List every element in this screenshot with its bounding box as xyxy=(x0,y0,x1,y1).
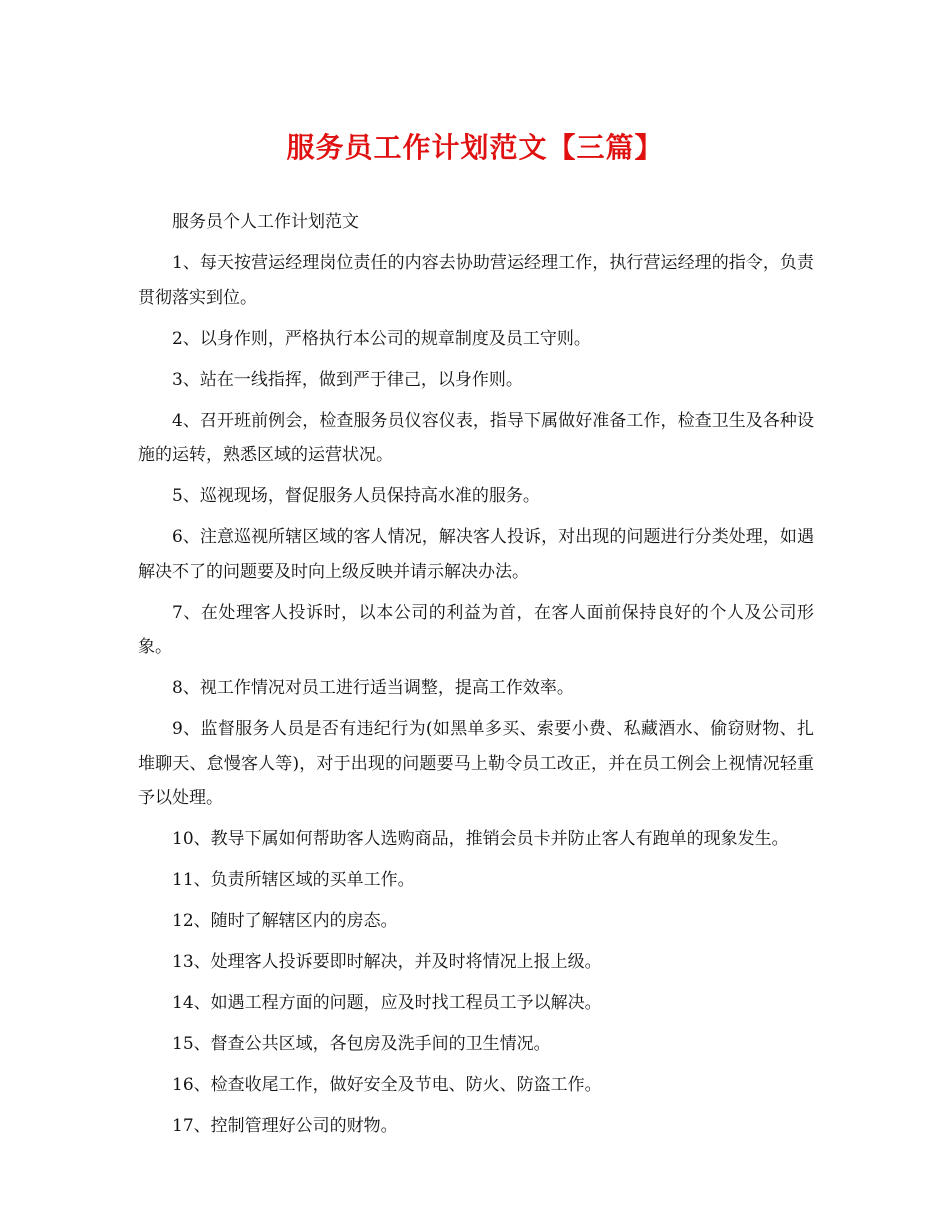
paragraph-9: 9、监督服务人员是否有违纪行为(如黑单多买、索要小费、私藏酒水、偷窃财物、扎堆聊天、怠慢客人等)，对于出现的问题要马上勒令员工改正，并在员工例会上视情况轻重予以处理。 xyxy=(138,719,814,808)
document-title: 服务员工作计划范文【三篇】 xyxy=(286,131,664,164)
paragraph-2: 2、以身作则，严格执行本公司的规章制度及员工守则。 xyxy=(172,328,591,349)
paragraph-8: 8、视工作情况对员工进行适当调整，提高工作效率。 xyxy=(172,678,574,698)
paragraph-17: 17、控制管理好公司的财物。 xyxy=(172,1116,398,1136)
paragraph-1: 1、每天按营运经理岗位责任的内容去协助营运经理工作，执行营运经理的指令，负责贯彻落实到位。 xyxy=(138,253,814,308)
paragraph-14: 14、如遇工程方面的问题，应及时找工程员工予以解决。 xyxy=(172,993,602,1013)
paragraph-5: 5、巡视现场，督促服务人员保持高水准的服务。 xyxy=(172,486,540,506)
paragraph-10: 10、教导下属如何帮助客人选购商品，推销会员卡并防止客人有跑单的现象发生。 xyxy=(172,829,789,849)
paragraph-12: 12、随时了解辖区内的房态。 xyxy=(172,911,398,931)
paragraph-4: 4、召开班前例会，检查服务员仪容仪表，指导下属做好准备工作，检查卫生及各种设施的运转，熟悉区域的运营状况。 xyxy=(138,410,814,465)
paragraph-3: 3、站在一线指挥，做到严于律己，以身作则。 xyxy=(172,369,523,390)
paragraph-16: 16、检查收尾工作，做好安全及节电、防火、防盗工作。 xyxy=(172,1075,602,1095)
paragraph-7: 7、在处理客人投诉时，以本公司的利益为首，在客人面前保持良好的个人及公司形象。 xyxy=(138,602,814,657)
paragraph-15: 15、督查公共区域，各包房及洗手间的卫生情况。 xyxy=(172,1034,551,1054)
paragraph-11: 11、负责所辖区域的买单工作。 xyxy=(172,870,415,890)
paragraph-13: 13、处理客人投诉要即时解决，并及时将情况上报上级。 xyxy=(172,952,602,972)
document-subtitle: 服务员个人工作计划范文 xyxy=(172,212,359,232)
paragraph-6: 6、注意巡视所辖区域的客人情况，解决客人投诉，对出现的问题进行分类处理，如遇解决不了的问题要及时向上级反映并请示解决办法。 xyxy=(138,527,814,582)
document-body xyxy=(138,205,814,1150)
